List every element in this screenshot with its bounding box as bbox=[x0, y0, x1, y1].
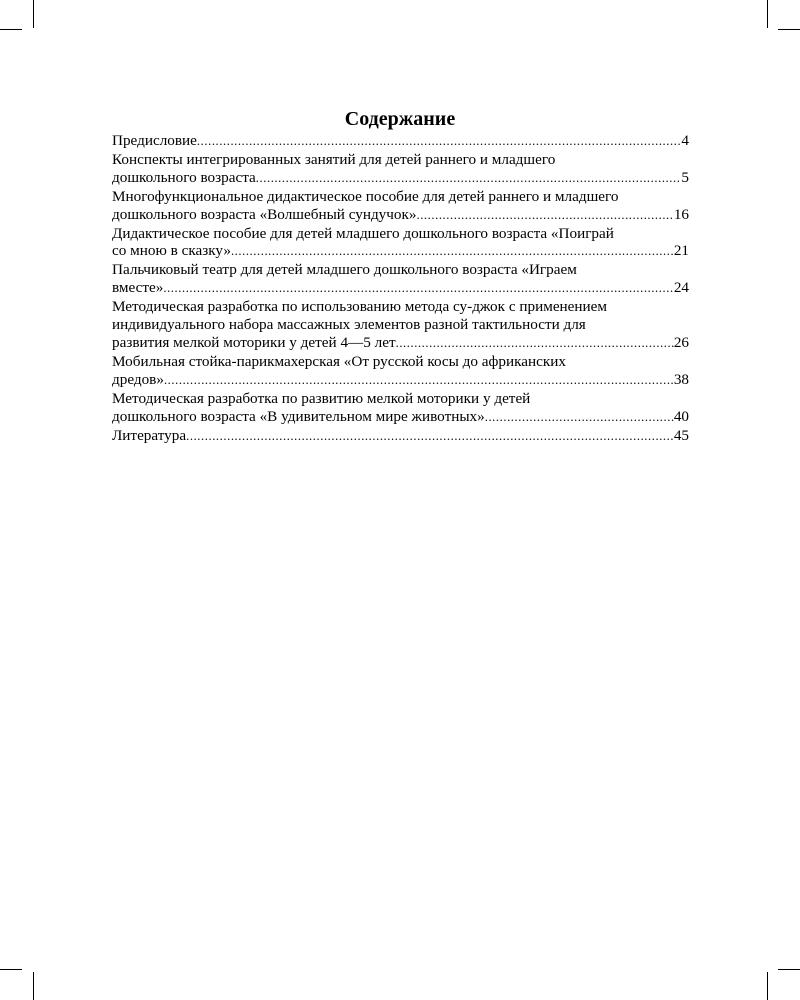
toc-page-number: 26 bbox=[673, 333, 689, 351]
page-title: Содержание bbox=[344, 108, 456, 131]
toc-dot-leader bbox=[485, 409, 674, 427]
toc-page-number: 21 bbox=[673, 242, 689, 260]
crop-mark-bottom-left-horizontal bbox=[0, 969, 22, 970]
toc-dot-leader bbox=[163, 280, 673, 298]
toc-dot-leader bbox=[396, 335, 674, 353]
crop-mark-top-right-horizontal bbox=[778, 29, 800, 30]
toc-entry[interactable] bbox=[112, 298, 689, 353]
toc-entry-title-line: Литература bbox=[112, 426, 187, 444]
crop-mark-bottom-right-horizontal bbox=[778, 969, 800, 970]
toc-page-number: 16 bbox=[673, 205, 689, 223]
toc-entry-title-line: дошкольного возраста bbox=[112, 168, 256, 186]
toc-entry-title-line: дошкольного возраста «Волшебный сундучок» bbox=[112, 205, 417, 223]
toc-page-number: 38 bbox=[673, 370, 689, 388]
toc-entry[interactable] bbox=[112, 188, 689, 225]
toc-entry-title-line: Многофункциональное дидактическое пособие для детей раннего и младшего bbox=[112, 187, 619, 205]
toc-entry-title-line: дредов» bbox=[112, 370, 164, 388]
crop-mark-bottom-right-vertical bbox=[767, 972, 768, 1000]
crop-mark-top-left-vertical bbox=[33, 0, 34, 28]
toc-dot-leader bbox=[197, 133, 681, 151]
toc-page-number: 4 bbox=[681, 132, 689, 149]
table-of-contents bbox=[112, 132, 689, 445]
toc-entry-title-line: со мною в сказку» bbox=[112, 242, 231, 260]
toc-entry-last-line bbox=[112, 279, 689, 298]
toc-entry-title-line: Методическая разработка по использованию метода су-джок с применением bbox=[112, 298, 608, 316]
toc-entry[interactable] bbox=[112, 353, 689, 390]
toc-entry-title-line: Конспекты интегрированных занятий для детей раннего и младшего bbox=[112, 150, 556, 168]
crop-mark-bottom-left-vertical bbox=[33, 972, 34, 1000]
toc-entry-title-line: Дидактическое пособие для детей младшего дошкольного возраста «Поиграй bbox=[112, 224, 614, 242]
toc-entry[interactable] bbox=[112, 132, 689, 151]
toc-entry[interactable] bbox=[112, 261, 689, 298]
toc-entry-last-line bbox=[112, 169, 689, 188]
toc-dot-leader bbox=[256, 170, 682, 188]
toc-entry-title-line: дошкольного возраста «В удивительном мире животных» bbox=[112, 407, 485, 425]
toc-entry-title-line: вместе» bbox=[112, 279, 164, 297]
toc-entry-last-line bbox=[112, 427, 689, 446]
crop-mark-top-left-horizontal bbox=[0, 29, 22, 30]
toc-dot-leader bbox=[416, 207, 673, 225]
toc-dot-leader bbox=[164, 372, 674, 390]
toc-page-number: 45 bbox=[673, 426, 689, 444]
toc-entry-last-line bbox=[112, 132, 689, 151]
crop-mark-top-right-vertical bbox=[767, 0, 768, 28]
toc-entry-title-line: Пальчиковый театр для детей младшего дошкольного возраста «Играем bbox=[112, 261, 577, 279]
toc-entry-last-line bbox=[112, 334, 689, 353]
toc-entry-title-line: индивидуального набора массажных элементов разной тактильности для bbox=[112, 316, 586, 334]
toc-entry-title-line: Методическая разработка по развитию мелкой моторики у детей bbox=[112, 389, 531, 407]
toc-entry-last-line bbox=[112, 242, 689, 261]
toc-entry[interactable] bbox=[112, 427, 689, 446]
toc-entry-last-line bbox=[112, 206, 689, 225]
toc-entry-title-line: развития мелкой моторики у детей 4—5 лет bbox=[112, 333, 396, 351]
toc-entry-title-line: Предисловие bbox=[112, 132, 197, 149]
toc-page-number: 40 bbox=[673, 407, 689, 425]
toc-entry-last-line bbox=[112, 408, 689, 427]
toc-page-number: 24 bbox=[673, 279, 689, 297]
toc-entry[interactable] bbox=[112, 225, 689, 262]
toc-entry[interactable] bbox=[112, 151, 689, 188]
toc-entry[interactable] bbox=[112, 390, 689, 427]
toc-page-number: 5 bbox=[681, 168, 689, 186]
toc-entry-last-line bbox=[112, 371, 689, 390]
toc-entry-title-line: Мобильная стойка-парикмахерская «От русской косы до африканских bbox=[112, 352, 566, 370]
toc-dot-leader bbox=[231, 243, 674, 261]
toc-dot-leader bbox=[186, 428, 674, 446]
